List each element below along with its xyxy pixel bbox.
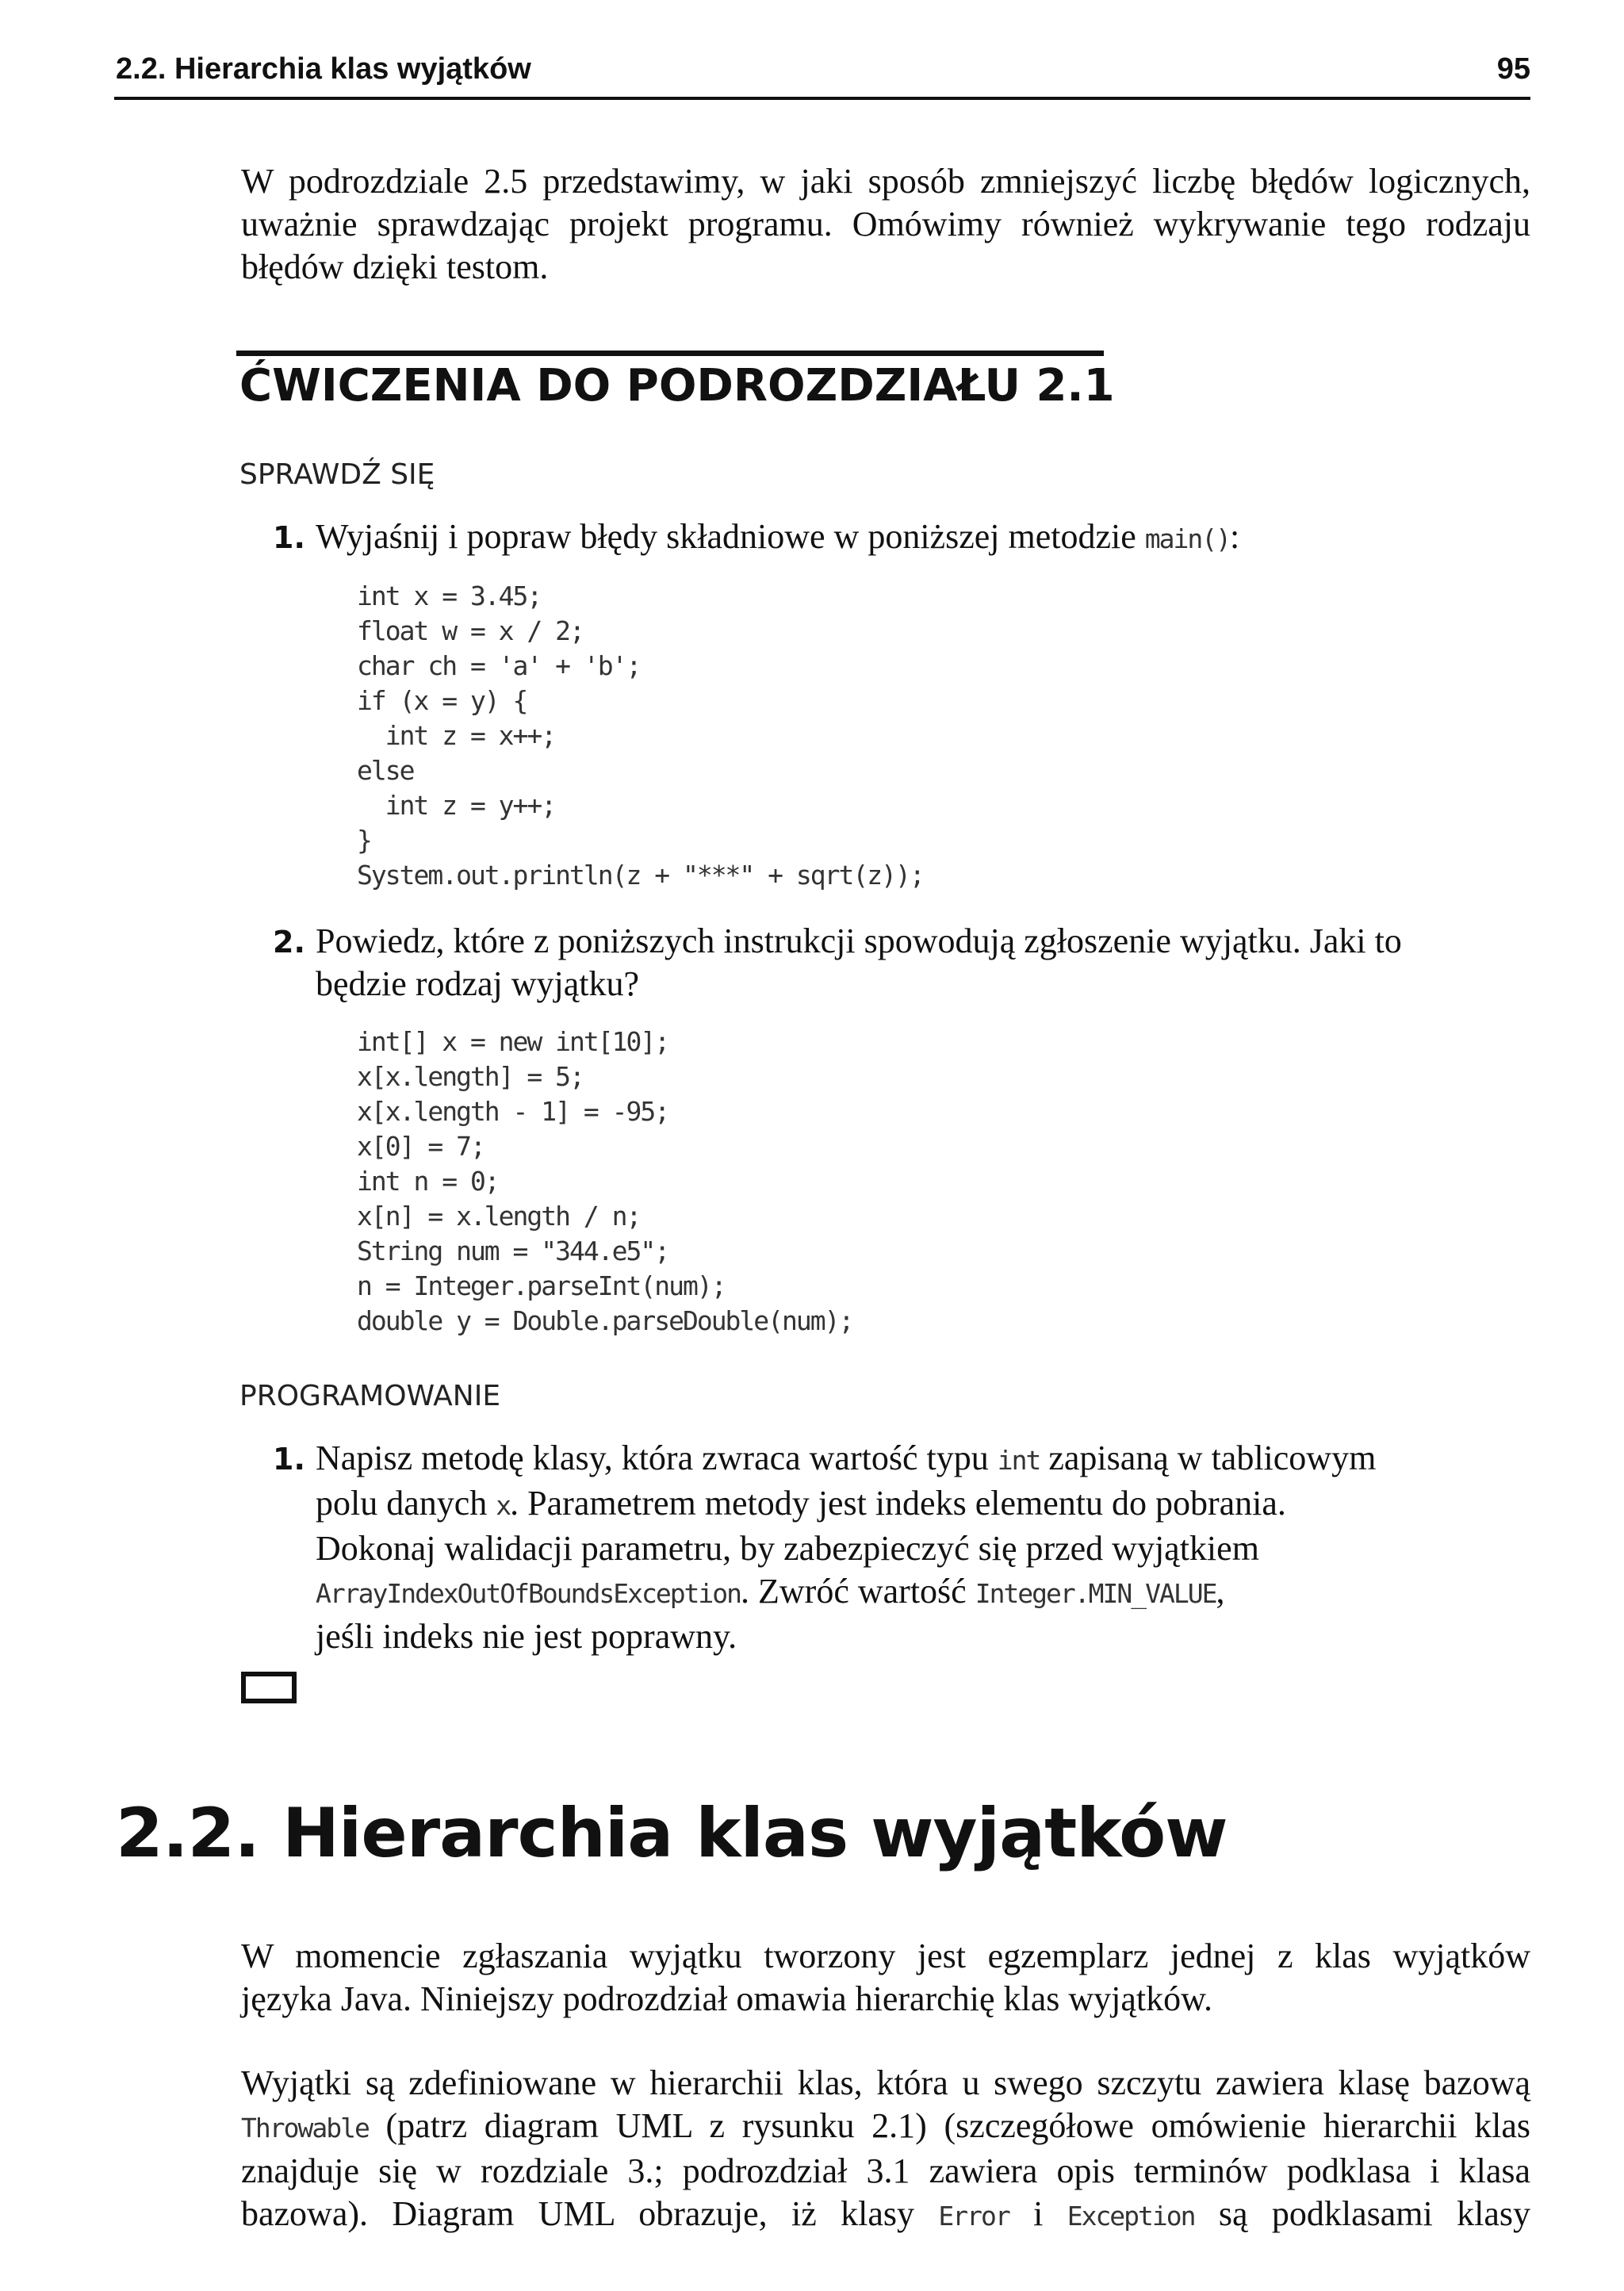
section-paragraph: [241, 1935, 1530, 2021]
exercise-number: 2.: [273, 925, 305, 960]
text-line: błędów dzięki testom.: [241, 247, 549, 286]
code-block: [357, 579, 924, 893]
code-line: x[0] = 7;: [357, 1131, 485, 1162]
text-line: W podrozdziale 2.5 przedstawimy, w jaki sposób zmniejszyć liczbę błędów logicznych,: [241, 162, 1530, 201]
code-line: float w = x / 2;: [357, 615, 584, 646]
text-line: będzie rodzaj wyjątku?: [316, 964, 640, 1003]
inline-code: Throwable: [241, 2113, 369, 2144]
text-line: znajduje się w rozdziale 3.; podrozdział 3.1 zawiera opis terminów podklasa i klasa: [241, 2151, 1530, 2190]
text-line: W momencie zgłaszania wyjątku tworzony jest egzemplarz jednej z klas wyjątków: [241, 1937, 1530, 1975]
text-line: Wyjątki są zdefiniowane w hierarchii klas, która u swego szczytu zawiera klasę bazową: [241, 2063, 1530, 2102]
code-line: int[] x = new int[10];: [357, 1026, 669, 1057]
text-line: Throwable (patrz diagram UML z rysunku 2.1) (szczegółowe omówienie hierarchii klas: [241, 2106, 1530, 2145]
code-line: String num = "344.e5";: [357, 1236, 669, 1266]
code-line: double y = Double.parseDouble(num);: [357, 1305, 853, 1336]
code-line: n = Integer.parseInt(num);: [357, 1270, 726, 1301]
code-line: x[n] = x.length / n;: [357, 1201, 641, 1232]
programming-label: PROGRAMOWANIE: [239, 1380, 501, 1412]
exercises-heading-rule: [236, 351, 1104, 356]
text-line: Powiedz, które z poniższych instrukcji spowodują zgłoszenie wyjątku. Jaki to: [316, 921, 1402, 960]
inline-code: x: [496, 1490, 511, 1521]
section-paragraph: [241, 2062, 1530, 2238]
exercise-text: [316, 1437, 1537, 1658]
text-line: jeśli indeks nie jest poprawny.: [316, 1617, 737, 1656]
code-line: }: [357, 825, 371, 856]
code-line: char ch = 'a' + 'b';: [357, 650, 641, 681]
code-line: else: [357, 755, 414, 786]
self-check-label: SPRAWDŹ SIĘ: [239, 458, 435, 491]
section-heading: 2.2. Hierarchia klas wyjątków: [116, 1794, 1228, 1873]
exercise-text: [316, 920, 1537, 1006]
inline-code: main(): [1144, 523, 1230, 554]
header-rule: [114, 97, 1530, 100]
code-line: x[x.length] = 5;: [357, 1061, 584, 1092]
inline-code: int: [997, 1445, 1040, 1476]
exercises-heading: ĆWICZENIA DO PODROZDZIAŁU 2.1: [239, 360, 1115, 412]
inline-code: Integer.MIN_VALUE: [975, 1578, 1216, 1609]
code-line: x[x.length - 1] = -95;: [357, 1096, 669, 1127]
text-line: języka Java. Niniejszy podrozdział omawia hierarchię klas wyjątków.: [241, 1979, 1213, 2018]
running-header-title: 2.2. Hierarchia klas wyjątków: [116, 52, 531, 86]
text-line: Napisz metodę klasy, która zwraca wartość typu int zapisaną w tablicowym: [316, 1439, 1377, 1477]
text-line: ArrayIndexOutOfBoundsException. Zwróć wartość Integer.MIN_VALUE,: [316, 1572, 1225, 1611]
exercise-text: Wyjaśnij i popraw błędy składniowe w poniższej metodzie main():: [316, 517, 1240, 556]
inline-code: Error: [938, 2201, 1009, 2232]
inline-code: ArrayIndexOutOfBoundsException: [316, 1578, 741, 1609]
intro-paragraph: [241, 160, 1530, 289]
code-line: if (x = y) {: [357, 685, 527, 716]
text-line: uważnie sprawdzając projekt programu. Omówimy również wykrywanie tego rodzaju: [241, 205, 1530, 243]
code-line: int n = 0;: [357, 1166, 499, 1197]
inline-code: Exception: [1067, 2201, 1195, 2232]
text-line: polu danych x. Parametrem metody jest indeks elementu do pobrania.: [316, 1484, 1286, 1523]
page-number: 95: [1496, 52, 1530, 86]
code-line: int z = y++;: [357, 790, 556, 821]
code-block: [357, 1025, 852, 1339]
exercise-number: 1.: [273, 520, 305, 555]
code-line: int z = x++;: [357, 720, 556, 751]
exercise-number: 1.: [273, 1442, 305, 1477]
text-line: Dokonaj walidacji parametru, by zabezpieczyć się przed wyjątkiem: [316, 1529, 1259, 1568]
code-line: System.out.println(z + "***" + sqrt(z));: [357, 860, 924, 891]
end-of-exercises-marker: [241, 1672, 297, 1703]
code-line: int x = 3.45;: [357, 580, 542, 611]
text-line: bazowa). Diagram UML obrazuje, iż klasy Error i Exception są podklasami klasy: [241, 2194, 1530, 2233]
